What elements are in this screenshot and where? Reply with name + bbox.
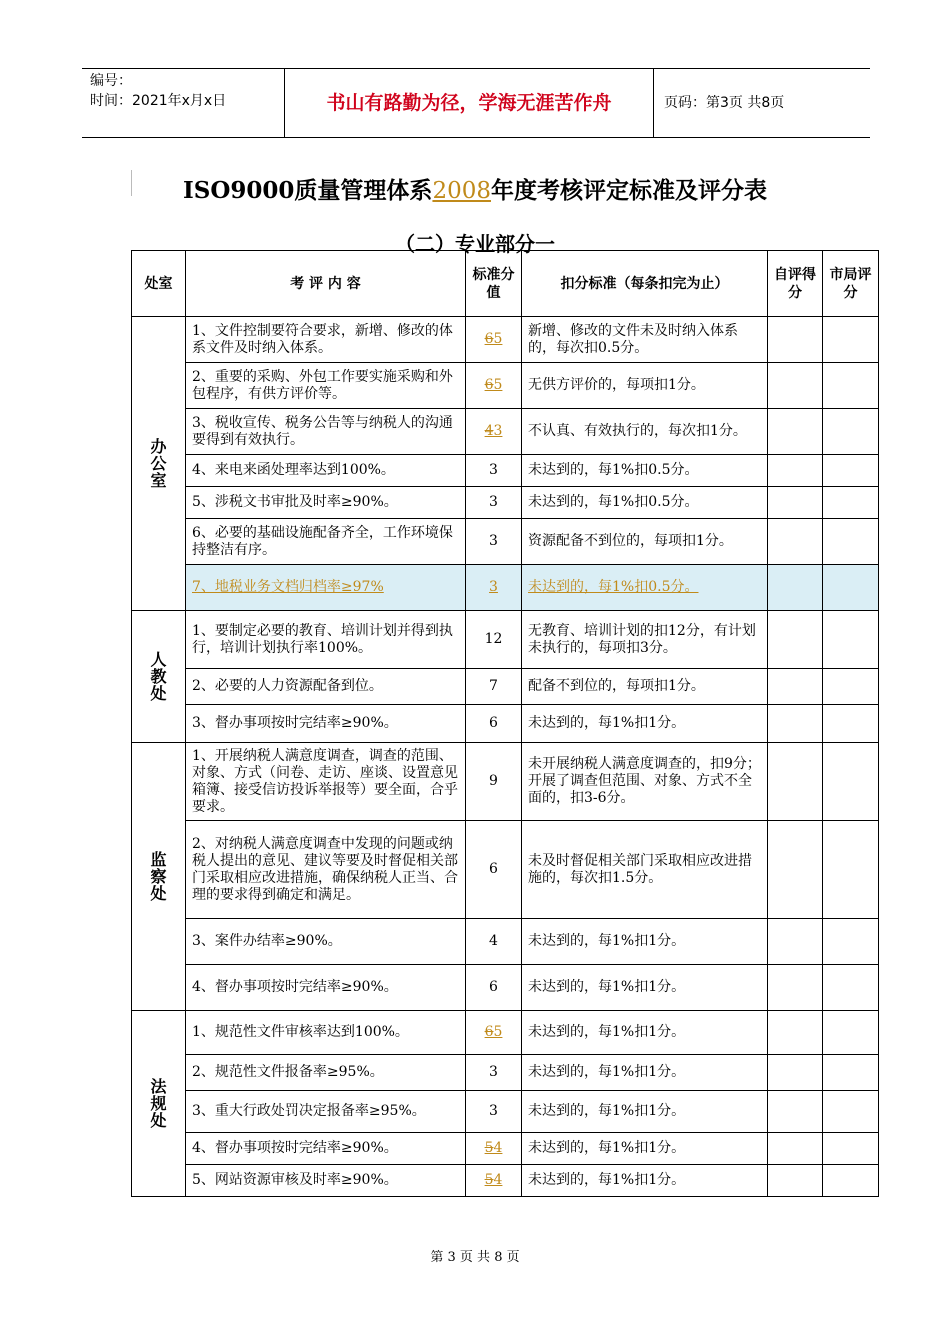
deduct-cell (522, 611, 768, 669)
content-text: 3、督办事项按时完结率≥90%。 (192, 715, 398, 731)
table-row (132, 1091, 879, 1133)
self-score-cell[interactable] (768, 705, 823, 743)
dept-char: 室 (150, 471, 167, 490)
self-score-cell[interactable] (768, 669, 823, 705)
content-cell (186, 565, 466, 611)
revised-score (485, 377, 503, 393)
table-row (132, 611, 879, 669)
old-score: 6 (484, 377, 494, 393)
content-cell (186, 487, 466, 519)
old-score: 4 (484, 423, 494, 439)
score-value: 3 (489, 579, 498, 595)
self-score-cell[interactable] (768, 519, 823, 565)
table-row (132, 1165, 879, 1197)
bureau-score-cell[interactable] (823, 821, 879, 919)
deduct-cell (522, 317, 768, 363)
time-label: 时间：2021年x月x日 (90, 93, 227, 109)
deduct-text: 无教育、培训计划的扣12分，有计划未执行的，每项扣3分。 (528, 622, 756, 656)
table-row (132, 1011, 879, 1055)
table-body (132, 317, 879, 1197)
table-row (132, 455, 879, 487)
page-footer: 第 3 页 共 8 页 (430, 1250, 520, 1265)
bureau-score-cell[interactable] (823, 519, 879, 565)
score-value: 6 (489, 861, 498, 877)
bureau-score-cell[interactable] (823, 1133, 879, 1165)
content-text: 1、开展纳税人满意度调查，调查的范围、对象、方式（问卷、走访、座谈、设置意见箱簿、接受信访投诉举报等）要全面，合乎要求。 (192, 747, 458, 815)
old-score: 5 (484, 1140, 494, 1156)
bureau-score-cell[interactable] (823, 705, 879, 743)
score-value: 9 (489, 773, 498, 789)
bureau-score-cell[interactable] (823, 611, 879, 669)
score-cell (466, 705, 522, 743)
new-score: 5 (493, 1024, 503, 1040)
bureau-score-cell[interactable] (823, 743, 879, 821)
content-cell (186, 1011, 466, 1055)
table-row (132, 743, 879, 821)
score-cell (466, 317, 522, 363)
table-row (132, 919, 879, 965)
deduct-text: 新增、修改的文件未及时纳入体系的，每次扣0.5分。 (528, 322, 738, 356)
deduct-cell (522, 487, 768, 519)
deduct-text: 未及时督促相关部门采取相应改进措施的，每次扣1.5分。 (528, 852, 752, 886)
self-score-cell[interactable] (768, 487, 823, 519)
deduct-text: 未达到的，每1%扣1分。 (528, 979, 686, 995)
content-text: 2、必要的人力资源配备到位。 (192, 678, 383, 694)
bureau-score-cell[interactable] (823, 455, 879, 487)
header-page-info: 页码：第3页 共8页 (664, 95, 785, 111)
deduct-cell (522, 743, 768, 821)
content-text: 4、督办事项按时完结率≥90%。 (192, 979, 398, 995)
content-text: 4、来电来函处理率达到100%。 (192, 462, 395, 478)
score-value: 3 (489, 533, 498, 549)
score-cell (466, 363, 522, 409)
score-value: 3 (489, 494, 498, 510)
deduct-text: 未达到的，每1%扣1分。 (528, 1140, 686, 1156)
score-value: 4 (489, 933, 498, 949)
self-score-cell[interactable] (768, 1011, 823, 1055)
deduct-text: 未达到的，每1%扣0.5分。 (528, 579, 699, 595)
content-text: 1、文件控制要符合要求，新增、修改的体系文件及时纳入体系。 (192, 322, 453, 356)
self-score-cell[interactable] (768, 1091, 823, 1133)
revised-score (485, 423, 503, 439)
self-score-cell[interactable] (768, 317, 823, 363)
self-score-cell[interactable] (768, 1133, 823, 1165)
revised-score (485, 1140, 503, 1156)
dept-char: 察 (150, 867, 167, 886)
title-year: 2008 (432, 178, 491, 204)
dept-char: 法 (150, 1077, 167, 1096)
content-cell (186, 409, 466, 455)
deduct-text: 配备不到位的，每项扣1分。 (528, 678, 705, 694)
deduct-cell (522, 965, 768, 1011)
score-value: 6 (489, 979, 498, 995)
bureau-score-cell[interactable] (823, 1011, 879, 1055)
bureau-score-cell[interactable] (823, 1165, 879, 1197)
content-text: 5、涉税文书审批及时率≥90%。 (192, 494, 398, 510)
dept-cell (132, 743, 186, 1011)
assessment-table (131, 250, 879, 1197)
dept-char: 人 (150, 650, 167, 669)
self-score-cell[interactable] (768, 409, 823, 455)
content-cell (186, 363, 466, 409)
dept-cell (132, 611, 186, 743)
table-row (132, 669, 879, 705)
table-row (132, 363, 879, 409)
score-cell (466, 669, 522, 705)
content-text: 2、重要的采购、外包工作要实施采购和外包程序，有供方评价等。 (192, 368, 453, 402)
deduct-cell (522, 455, 768, 487)
table-row (132, 565, 879, 611)
table-row (132, 821, 879, 919)
score-cell (466, 821, 522, 919)
score-cell (466, 1055, 522, 1091)
deduct-cell (522, 565, 768, 611)
header-content: 考 评 内 容 (186, 251, 466, 317)
deduct-cell (522, 1055, 768, 1091)
deduct-cell (522, 705, 768, 743)
self-score-cell[interactable] (768, 565, 823, 611)
header-bureau-score: 市局评分 (823, 251, 879, 317)
old-score: 6 (484, 331, 494, 347)
content-cell (186, 919, 466, 965)
new-score: 3 (493, 423, 503, 439)
score-value: 7 (489, 678, 498, 694)
score-cell (466, 1091, 522, 1133)
content-text: 7、地税业务文档归档率≥97% (192, 579, 384, 595)
score-cell (466, 1165, 522, 1197)
deduct-cell (522, 519, 768, 565)
deduct-cell (522, 1133, 768, 1165)
score-value: 3 (489, 1064, 498, 1080)
table-row (132, 317, 879, 363)
score-cell (466, 611, 522, 669)
deduct-cell (522, 1165, 768, 1197)
bureau-score-cell[interactable] (823, 919, 879, 965)
header-meta (90, 71, 280, 111)
bureau-score-cell[interactable] (823, 487, 879, 519)
bureau-score-cell[interactable] (823, 1091, 879, 1133)
score-cell (466, 743, 522, 821)
content-cell (186, 455, 466, 487)
header-slogan: 书山有路勤为径，学海无涯苦作舟 (284, 69, 654, 137)
content-cell (186, 1165, 466, 1197)
content-text: 3、重大行政处罚决定报备率≥95%。 (192, 1103, 426, 1119)
score-value: 6 (489, 715, 498, 731)
document-title (0, 172, 950, 205)
dept-char: 处 (150, 884, 167, 903)
dept-char: 监 (150, 850, 167, 869)
dept-char: 公 (150, 454, 167, 473)
deduct-text: 未达到的，每1%扣0.5分。 (528, 494, 699, 510)
old-score: 6 (484, 1024, 494, 1040)
header-score: 标准分值 (466, 251, 522, 317)
table-row (132, 965, 879, 1011)
table-header-row (132, 251, 879, 317)
deduct-cell (522, 919, 768, 965)
score-value: 3 (489, 1103, 498, 1119)
score-cell (466, 519, 522, 565)
table-row (132, 487, 879, 519)
self-score-cell[interactable] (768, 1055, 823, 1091)
new-score: 4 (493, 1140, 503, 1156)
table-row (132, 409, 879, 455)
title-prefix: ISO9000质量管理体系 (183, 177, 433, 204)
new-score: 5 (493, 331, 503, 347)
revised-score (485, 331, 503, 347)
revised-score (485, 1024, 503, 1040)
self-score-cell[interactable] (768, 455, 823, 487)
new-score: 5 (493, 377, 503, 393)
bureau-score-cell[interactable] (823, 565, 879, 611)
self-score-cell[interactable] (768, 821, 823, 919)
deduct-text: 未开展纳税人满意度调查的，扣9分；开展了调查但范围、对象、方式不全面的，扣3-6分。 (528, 756, 761, 806)
dept-char: 处 (150, 1111, 167, 1130)
table-row (132, 1055, 879, 1091)
title-suffix: 年度考核评定标准及评分表 (490, 177, 767, 204)
content-cell (186, 743, 466, 821)
deduct-cell (522, 363, 768, 409)
content-text: 2、对纳税人满意度调查中发现的问题或纳税人提出的意见、建议等要及时督促相关部门采取相应改进措施，确保纳税人正当、合理的要求得到确定和满足。 (192, 835, 458, 903)
deduct-cell (522, 409, 768, 455)
deduct-text: 资源配备不到位的，每项扣1分。 (528, 533, 733, 549)
table-row (132, 1133, 879, 1165)
dept-char: 办 (150, 437, 167, 456)
deduct-cell (522, 821, 768, 919)
deduct-text: 未达到的，每1%扣0.5分。 (528, 462, 699, 478)
score-cell (466, 487, 522, 519)
deduct-text: 无供方评价的，每项扣1分。 (528, 377, 705, 393)
dept-cell (132, 1011, 186, 1197)
content-cell (186, 519, 466, 565)
deduct-cell (522, 669, 768, 705)
deduct-text: 未达到的，每1%扣1分。 (528, 715, 686, 731)
content-cell (186, 317, 466, 363)
dept-char: 处 (150, 684, 167, 703)
content-cell (186, 611, 466, 669)
content-text: 2、规范性文件报备率≥95%。 (192, 1064, 384, 1080)
content-text: 5、网站资源审核及时率≥90%。 (192, 1172, 398, 1188)
page-header (82, 68, 870, 138)
content-text: 4、督办事项按时完结率≥90%。 (192, 1140, 398, 1156)
score-cell (466, 409, 522, 455)
content-cell (186, 705, 466, 743)
deduct-text: 未达到的，每1%扣1分。 (528, 1024, 686, 1040)
header-dept: 处室 (132, 251, 186, 317)
table-row (132, 705, 879, 743)
new-score: 4 (493, 1172, 503, 1188)
number-label: 编号： (90, 73, 132, 89)
bureau-score-cell[interactable] (823, 363, 879, 409)
self-score-cell[interactable] (768, 1165, 823, 1197)
score-value: 12 (484, 631, 503, 647)
content-cell (186, 965, 466, 1011)
dept-char: 规 (150, 1094, 167, 1113)
content-text: 3、税收宣传、税务公告等与纳税人的沟通要得到有效执行。 (192, 414, 453, 448)
bureau-score-cell[interactable] (823, 669, 879, 705)
self-score-cell[interactable] (768, 743, 823, 821)
deduct-text: 不认真、有效执行的，每次扣1分。 (528, 423, 747, 439)
content-cell (186, 821, 466, 919)
content-cell (186, 1055, 466, 1091)
dept-char: 教 (150, 667, 167, 686)
content-cell (186, 1133, 466, 1165)
document-subtitle: （二）专业部分一 (395, 232, 555, 256)
revised-score (485, 1172, 503, 1188)
bureau-score-cell[interactable] (823, 965, 879, 1011)
content-text: 1、规范性文件审核率达到100%。 (192, 1024, 409, 1040)
header-deduct: 扣分标准（每条扣完为止） (522, 251, 768, 317)
old-score: 5 (484, 1172, 494, 1188)
content-text: 3、案件办结率≥90%。 (192, 933, 342, 949)
bureau-score-cell[interactable] (823, 409, 879, 455)
score-cell (466, 965, 522, 1011)
score-cell (466, 565, 522, 611)
score-cell (466, 919, 522, 965)
self-score-cell[interactable] (768, 919, 823, 965)
content-text: 6、必要的基础设施配备齐全，工作环境保持整洁有序。 (192, 524, 453, 558)
self-score-cell[interactable] (768, 611, 823, 669)
deduct-text: 未达到的，每1%扣1分。 (528, 1103, 686, 1119)
deduct-text: 未达到的，每1%扣1分。 (528, 933, 686, 949)
bureau-score-cell[interactable] (823, 317, 879, 363)
content-cell (186, 1091, 466, 1133)
score-cell (466, 1133, 522, 1165)
dept-cell (132, 317, 186, 611)
content-text: 1、要制定必要的教育、培训计划并得到执行，培训计划执行率100%。 (192, 622, 453, 656)
header-self-score: 自评得分 (768, 251, 823, 317)
self-score-cell[interactable] (768, 363, 823, 409)
self-score-cell[interactable] (768, 965, 823, 1011)
score-cell (466, 1011, 522, 1055)
deduct-text: 未达到的，每1%扣1分。 (528, 1064, 686, 1080)
bureau-score-cell[interactable] (823, 1055, 879, 1091)
score-cell (466, 455, 522, 487)
score-value: 3 (489, 462, 498, 478)
deduct-text: 未达到的，每1%扣1分。 (528, 1172, 686, 1188)
deduct-cell (522, 1011, 768, 1055)
deduct-cell (522, 1091, 768, 1133)
content-cell (186, 669, 466, 705)
table-row (132, 519, 879, 565)
